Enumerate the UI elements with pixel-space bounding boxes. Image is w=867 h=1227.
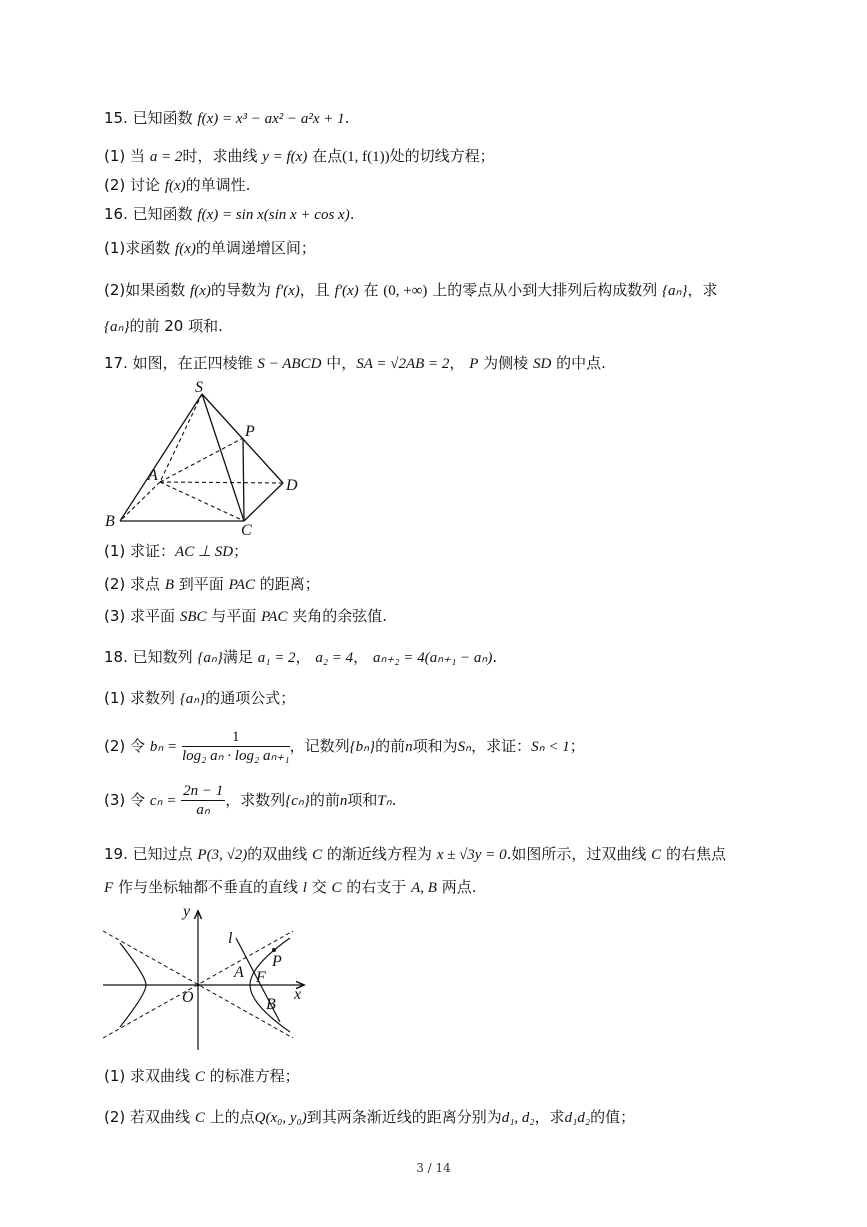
- p19-line2-text-c: 的右支于: [346, 878, 407, 896]
- p18-q2-text-d: 项和为: [412, 737, 458, 755]
- p17-q1: [104, 541, 248, 562]
- p17-pyramid-figure: [100, 378, 320, 538]
- p18-q2-text-f: ；: [569, 737, 585, 755]
- p15-q2-text-b: 的单调性.: [185, 176, 251, 194]
- p16-q2-line2: [104, 316, 223, 337]
- p19-curve-C: C: [312, 847, 323, 863]
- p18-q3-text-d: 项和: [347, 791, 378, 809]
- p18-stem: [104, 647, 497, 668]
- p18-q2: [104, 728, 585, 765]
- p17-edge-SD: SD: [532, 356, 552, 372]
- p17-q2-text-b: 到平面: [178, 575, 224, 593]
- p18-q3-text-c: 的前: [309, 791, 340, 809]
- p19-stem-text-e: 的右焦点: [665, 845, 726, 863]
- p18-stem-text-d: ，: [353, 648, 369, 666]
- p19-q2-text-e: 的值；: [590, 1108, 636, 1126]
- p15-q1-text-b: 时，求曲线: [182, 147, 258, 165]
- label-D: D: [286, 477, 298, 494]
- p17-q3-text-c: 夹角的余弦值.: [292, 607, 388, 625]
- p15-stem: [104, 108, 349, 129]
- p18-q2-Sn: Sₙ: [457, 739, 472, 755]
- p16-q2-sequence: {aₙ}: [661, 283, 688, 299]
- edge-SC: [202, 394, 244, 521]
- p19-stem-text-c: 的渐近线方程为: [326, 845, 432, 863]
- p17-q3: [104, 606, 387, 627]
- p18-q2-text-e: ，求证：: [471, 737, 532, 755]
- label-C: C: [241, 522, 252, 538]
- p18-recurrence: aₙ₊₂ = 4(aₙ₊₁ − aₙ): [372, 650, 493, 666]
- p19-q2-text-d: ，求: [534, 1108, 565, 1126]
- p17-q1-text-b: ；: [233, 542, 249, 560]
- p18-q3-cn: cₙ =: [149, 793, 177, 809]
- p18-q2-text-c: 的前: [375, 737, 406, 755]
- p18-sequence: {aₙ}: [197, 650, 223, 666]
- p15-stem-text: 15. 已知函数: [104, 109, 193, 127]
- p18-a1: a₁ = 2: [257, 650, 296, 666]
- p19-q2-product: d₁d₂: [564, 1110, 591, 1126]
- p18-q3-text-e: .: [391, 791, 397, 809]
- p18-q2-inequality: Sₙ < 1: [531, 739, 570, 755]
- p15-stem-end: .: [344, 109, 350, 127]
- p17-stem-text-a: 17. 如图，在正四棱锥: [104, 354, 253, 372]
- p18-q1-sequence: {aₙ}: [179, 691, 206, 707]
- p18-q2-bn: bₙ =: [149, 739, 178, 755]
- label-A: A: [234, 964, 244, 981]
- p16-q2-derivative-2: f′(x): [334, 283, 359, 299]
- label-P: P: [245, 423, 255, 440]
- page-number: 3 / 14: [416, 1161, 451, 1175]
- p15-q2: [104, 175, 250, 196]
- p19-focus-F: F: [104, 880, 114, 896]
- p18-q2-numerator: 1: [182, 728, 290, 747]
- label-P: P: [272, 953, 282, 970]
- p18-q3-sequence: {cₙ}: [285, 793, 310, 809]
- p18-q3-n: n: [339, 793, 348, 809]
- p16-q2-interval: (0, +∞): [383, 283, 428, 299]
- label-S: S: [195, 379, 203, 396]
- p16-q1-text-a: (1)求函数: [104, 239, 171, 257]
- p18-q2-fraction: [182, 728, 290, 765]
- label-F: F: [256, 969, 266, 986]
- p16-q2-line2-text: 的前 20 项和.: [129, 317, 223, 335]
- p18-q2-text-b: ，记数列: [289, 737, 350, 755]
- segment-PC: [243, 438, 244, 521]
- p19-q1-curve-C: C: [194, 1069, 205, 1085]
- p17-stem: [104, 353, 606, 374]
- p16-stem: [104, 204, 354, 225]
- p18-q3-fraction: [181, 782, 225, 819]
- point-P: [272, 948, 276, 952]
- p15-q1-text-d: 处的切线方程；: [389, 147, 495, 165]
- p15-q1-condition: a = 2: [149, 149, 183, 165]
- p19-line2-text-d: 两点.: [441, 878, 477, 896]
- p16-q1: [104, 238, 316, 259]
- segment-AC: [160, 482, 244, 521]
- p17-q1-formula: AC ⊥ SD: [175, 544, 234, 560]
- p19-line2-curve-C: C: [331, 880, 342, 896]
- p18-stem-text-b: 满足: [222, 648, 253, 666]
- p15-function-formula: f(x) = x³ − ax² − a²x + 1: [197, 111, 345, 127]
- p19-q1: [104, 1066, 300, 1087]
- p19-stem-text-a: 19. 已知过点: [104, 845, 193, 863]
- p18-q1-text-a: (1) 求数列: [104, 689, 176, 707]
- p17-q3-plane-SBC: SBC: [179, 609, 207, 625]
- p16-q1-text-b: 的单调递增区间；: [195, 239, 316, 257]
- p17-q3-plane-PAC: PAC: [261, 609, 288, 625]
- point-O: [196, 983, 199, 986]
- p18-stem-text-c: ，: [295, 648, 311, 666]
- p18-stem-text-e: .: [492, 648, 498, 666]
- p18-q3-Tn: Tₙ: [377, 793, 392, 809]
- label-y: y: [183, 903, 191, 920]
- p17-q3-text-a: (3) 求平面: [104, 607, 176, 625]
- label-A: A: [148, 467, 158, 484]
- p19-points-AB: A, B: [411, 880, 437, 896]
- p15-q1-text-a: (1) 当: [104, 147, 146, 165]
- p17-pyramid: S − ABCD: [257, 356, 322, 372]
- p18-q3-text-a: (3) 令: [104, 791, 146, 809]
- p15-q1: [104, 146, 495, 167]
- p17-q1-text-a: (1) 求证：: [104, 542, 176, 560]
- p17-stem-text-d: 为侧棱: [483, 354, 529, 372]
- p17-stem-text-e: 的中点.: [556, 354, 606, 372]
- p16-q1-function: f(x): [175, 241, 196, 257]
- p16-stem-end: .: [349, 205, 355, 223]
- p17-q3-text-b: 与平面: [211, 607, 257, 625]
- p19-q2-curve-C: C: [194, 1110, 205, 1126]
- p15-q1-point: (1, f(1)): [342, 149, 390, 165]
- p16-q2-text-b: 的导数为: [210, 281, 271, 299]
- p16-q2-function: f(x): [190, 283, 211, 299]
- p18-q3-numerator: 2n − 1: [183, 783, 224, 799]
- label-B: B: [266, 996, 276, 1013]
- p15-q2-text-a: (2) 讨论: [104, 176, 161, 194]
- p17-q2: [104, 574, 320, 595]
- p16-function-formula: f(x) = sin x(sin x + cos x): [197, 207, 350, 223]
- p17-q2-plane-PAC: PAC: [228, 577, 255, 593]
- p17-q2-point-B: B: [164, 577, 174, 593]
- p18-q2-denominator: log₂ aₙ · log₂ aₙ₊₁: [181, 748, 290, 764]
- edge-AB: [120, 482, 160, 521]
- p19-q2-text-b: 上的点: [209, 1108, 255, 1126]
- p17-stem-text-c: ，: [449, 354, 465, 372]
- p17-q2-text-a: (2) 求点: [104, 575, 161, 593]
- p16-q2-derivative: f′(x): [275, 283, 300, 299]
- edge-SB: [120, 394, 202, 521]
- p16-q2-text-f: ，求: [687, 281, 718, 299]
- p18-q2-sequence: {bₙ}: [349, 739, 376, 755]
- p19-point-P: P(3, √2): [197, 847, 248, 863]
- p19-q2-distances: d₁, d₂: [501, 1110, 535, 1126]
- p18-q1: [104, 688, 295, 709]
- edge-CD: [244, 483, 283, 521]
- p17-point-P: P: [469, 356, 479, 372]
- p19-curve-C-2: C: [651, 847, 662, 863]
- p18-stem-text-a: 18. 已知数列: [104, 648, 193, 666]
- p16-q2-text-d: 在: [363, 281, 379, 299]
- p19-stem-text-d: .如图所示，过双曲线: [506, 845, 647, 863]
- edge-SA: [160, 394, 202, 482]
- p19-line2-text-a: 作与坐标轴都不垂直的直线: [117, 878, 298, 896]
- label-B: B: [105, 513, 115, 530]
- p16-stem-text: 16. 已知函数: [104, 205, 193, 223]
- p18-a2: a₂ = 4: [315, 650, 354, 666]
- p16-q2-sequence-2: {aₙ}: [104, 319, 130, 335]
- p19-stem: [104, 844, 726, 865]
- p16-q2-text-a: (2)如果函数: [104, 281, 186, 299]
- p18-q2-text-a: (2) 令: [104, 737, 146, 755]
- p19-hyperbola-figure: [98, 898, 318, 1058]
- p19-asymptotes: x ± √3y = 0: [436, 847, 507, 863]
- p19-line2-text-b: 交: [311, 878, 327, 896]
- p15-q2-function: f(x): [164, 178, 186, 194]
- p18-q3-text-b: ，求数列: [225, 791, 286, 809]
- label-x: x: [294, 986, 302, 1003]
- p16-q2-text-c: ，且: [299, 281, 330, 299]
- segment-AP: [160, 438, 243, 482]
- p16-q2-text-e: 上的零点从小到大排列后构成数列: [432, 281, 658, 299]
- p19-line2: [104, 877, 476, 898]
- edge-AD: [160, 482, 283, 483]
- label-l: l: [228, 930, 233, 947]
- p15-q1-curve: y = f(x): [262, 149, 308, 165]
- p16-q2: [104, 280, 717, 301]
- p19-q2-point-Q: Q(x₀, y₀): [254, 1110, 307, 1126]
- p19-q1-text-a: (1) 求双曲线: [104, 1067, 191, 1085]
- p19-q2-text-c: 到其两条渐近线的距离分别为: [306, 1108, 502, 1126]
- p17-stem-text-b: 中，: [326, 354, 357, 372]
- p19-q2-text-a: (2) 若双曲线: [104, 1108, 191, 1126]
- p18-q3-denominator: aₙ: [196, 802, 210, 818]
- p19-q2: [104, 1107, 635, 1128]
- p19-stem-text-b: 的双曲线: [247, 845, 308, 863]
- p19-line-l: l: [302, 880, 307, 896]
- p17-q2-text-c: 的距离；: [259, 575, 320, 593]
- p19-q1-text-b: 的标准方程；: [209, 1067, 300, 1085]
- p18-q3: [104, 782, 397, 819]
- p15-q1-text-c: 在点: [312, 147, 343, 165]
- p17-condition: SA = √2AB = 2: [356, 356, 450, 372]
- p18-q1-text-b: 的通项公式；: [205, 689, 296, 707]
- label-O: O: [182, 989, 194, 1006]
- p18-q2-n: n: [405, 739, 413, 755]
